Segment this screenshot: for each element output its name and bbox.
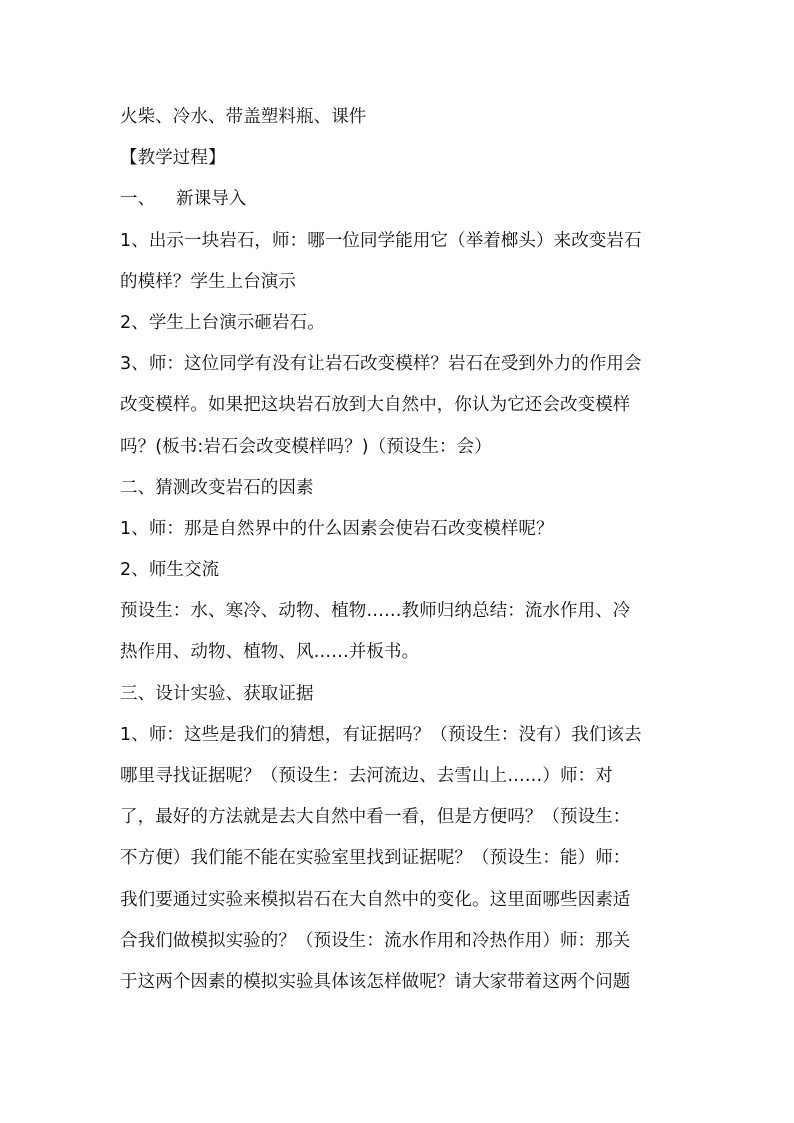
paragraph-line: 了，最好的方法就是去大自然中看一看，但是方便吗？（预设生：	[120, 807, 631, 828]
document-body	[120, 102, 680, 1008]
teaching-process-heading: 【教学过程】	[120, 148, 226, 169]
paragraph-line: 改变模样。如果把这块岩石放到大自然中，你认为它还会改变模样	[120, 395, 631, 416]
materials-line: 火柴、冷水、带盖塑料瓶、课件	[120, 107, 367, 127]
paragraph-line: 哪里寻找证据呢？（预设生：去河流边、去雪山上……）师：对	[120, 766, 613, 786]
paragraph-line: 1、师：这些是我们的猜想，有证据吗？（预设生：没有）我们该去	[120, 724, 642, 745]
paragraph-line: 的模样？学生上台演示	[120, 271, 296, 292]
section-1-number: 一、	[120, 189, 156, 210]
section-1-heading	[120, 184, 680, 225]
section-1-title: 新课导入	[176, 189, 247, 210]
paragraph-line: 2、学生上台演示砸岩石。	[120, 312, 325, 333]
paragraph-line: 吗？(板书:岩石会改变模样吗？)（预设生：会）	[120, 436, 492, 457]
paragraph-line: 我们要通过实验来模拟岩石在大自然中的变化。这里面哪些因素适	[120, 889, 631, 910]
paragraph-line: 于这两个因素的模拟实验具体该怎样做呢？请大家带着这两个问题	[120, 971, 631, 992]
paragraph-line: 1、师：那是自然界中的什么因素会使岩石改变模样呢？	[120, 518, 554, 539]
paragraph-line: 3、师：这位同学有没有让岩石改变模样？岩石在受到外力的作用会	[120, 354, 642, 375]
paragraph-line: 热作用、动物、植物、风……并板书。	[120, 642, 420, 663]
section-2-heading: 二、猜测改变岩石的因素	[120, 477, 314, 498]
section-3-heading: 三、设计实验、获取证据	[120, 683, 314, 704]
paragraph-line: 2、师生交流	[120, 560, 220, 581]
paragraph-line: 合我们做模拟实验的？（预设生：流水作用和冷热作用）师：那关	[120, 930, 631, 951]
paragraph-line: 不方便）我们能不能在实验室里找到证据呢？（预设生：能）师：	[120, 848, 631, 869]
paragraph-line: 预设生：水、寒冷、动物、植物……教师归纳总结：流水作用、冷	[120, 601, 631, 622]
paragraph-line: 1、出示一块岩石，师：哪一位同学能用它（举着榔头）来改变岩石	[120, 230, 642, 251]
